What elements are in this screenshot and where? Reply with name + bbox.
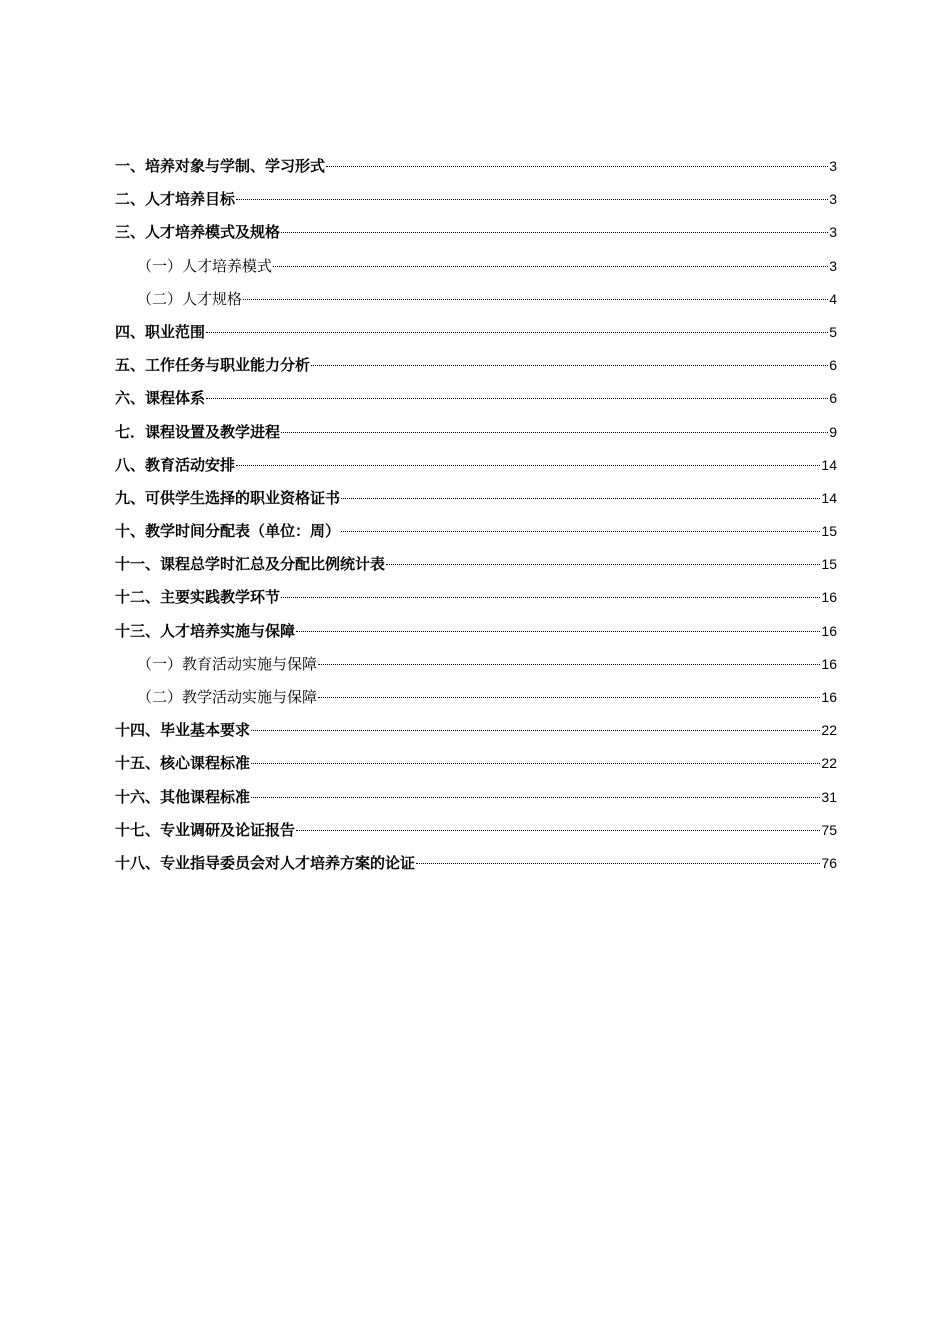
toc-page-number: 4 (829, 290, 837, 307)
toc-entry[interactable] (115, 747, 837, 780)
table-of-contents (115, 150, 837, 880)
toc-entry[interactable] (115, 382, 837, 415)
toc-entry-title: （二）教学活动实施与保障 (137, 688, 318, 706)
toc-page-number: 6 (829, 390, 837, 407)
toc-entry-title: 十、教学时间分配表（单位：周） (115, 522, 341, 541)
toc-entry-title: 十三、人才培养实施与保障 (115, 621, 296, 640)
toc-entry-title: 二、人才培养目标 (115, 190, 236, 209)
toc-entry-title: （一）人才培养模式 (137, 256, 273, 275)
toc-entry[interactable] (115, 150, 837, 183)
toc-entry-title: （二）人才规格 (137, 289, 243, 308)
toc-entry-title: 八、教育活动安排 (115, 455, 236, 474)
toc-page-number: 76 (821, 854, 837, 871)
toc-dot-leader (236, 465, 820, 466)
toc-page-number: 15 (821, 556, 837, 573)
toc-entry[interactable] (115, 681, 837, 714)
toc-entry-title: 九、可供学生选择的职业资格证书 (115, 488, 341, 507)
toc-dot-leader (341, 531, 820, 532)
toc-page-number: 15 (821, 523, 837, 540)
toc-entry[interactable] (115, 216, 837, 249)
toc-entry-title: 五、工作任务与职业能力分析 (115, 356, 311, 375)
toc-entry-title: 七．课程设置及教学进程 (115, 422, 281, 441)
toc-page-number: 3 (829, 191, 837, 208)
toc-dot-leader (251, 763, 820, 764)
toc-page-number: 3 (829, 158, 837, 174)
toc-entry-title: 十六、其他课程标准 (115, 787, 251, 806)
toc-entry[interactable] (115, 316, 837, 349)
toc-dot-leader (281, 232, 828, 233)
toc-page-number: 14 (821, 489, 837, 506)
toc-entry[interactable] (115, 515, 837, 548)
toc-page-number: 16 (821, 622, 837, 639)
toc-page-number: 6 (829, 357, 837, 374)
toc-entry[interactable] (115, 615, 837, 648)
toc-dot-leader (206, 332, 828, 333)
toc-dot-leader (386, 564, 820, 565)
toc-page-number: 5 (829, 323, 837, 340)
toc-page-number: 14 (821, 456, 837, 473)
toc-dot-leader (243, 299, 828, 300)
toc-dot-leader (341, 498, 820, 499)
toc-entry-title: 十二、主要实践教学环节 (115, 588, 281, 607)
toc-dot-leader (281, 597, 820, 598)
toc-dot-leader (318, 664, 820, 665)
toc-page-number: 16 (821, 589, 837, 606)
toc-entry[interactable] (115, 482, 837, 515)
toc-entry[interactable] (115, 847, 837, 880)
toc-entry[interactable] (115, 449, 837, 482)
toc-entry[interactable] (115, 714, 837, 747)
toc-entry[interactable] (115, 581, 837, 614)
toc-dot-leader (296, 830, 820, 831)
toc-page-number: 9 (829, 423, 837, 440)
toc-entry[interactable] (115, 183, 837, 216)
toc-entry[interactable] (115, 814, 837, 847)
toc-dot-leader (273, 266, 828, 267)
toc-entry-title: （一）教育活动实施与保障 (137, 654, 318, 673)
toc-dot-leader (251, 730, 820, 731)
toc-entry[interactable] (115, 250, 837, 283)
toc-dot-leader (311, 365, 828, 366)
toc-page-number: 16 (821, 655, 837, 672)
toc-entry-title: 十一、课程总学时汇总及分配比例统计表 (115, 555, 386, 574)
toc-dot-leader (251, 797, 820, 798)
toc-entry-title: 四、职业范围 (115, 322, 206, 341)
toc-page-number: 16 (821, 689, 837, 705)
toc-entry[interactable] (115, 781, 837, 814)
toc-dot-leader (296, 631, 820, 632)
toc-dot-leader (206, 398, 828, 399)
toc-page-number: 22 (821, 755, 837, 772)
toc-page-number: 3 (829, 257, 837, 274)
toc-entry-title: 一、培养对象与学制、学习形式 (115, 157, 326, 175)
toc-dot-leader (416, 863, 820, 864)
toc-entry-title: 十五、核心课程标准 (115, 754, 251, 773)
toc-entry[interactable] (115, 648, 837, 681)
toc-entry-title: 三、人才培养模式及规格 (115, 223, 281, 242)
toc-dot-leader (236, 199, 828, 200)
toc-entry-title: 十八、专业指导委员会对人才培养方案的论证 (115, 853, 416, 872)
toc-page-number: 3 (829, 224, 837, 241)
toc-entry-title: 六、课程体系 (115, 389, 206, 408)
toc-dot-leader (326, 166, 828, 167)
toc-page-number: 75 (821, 821, 837, 838)
toc-page-number: 22 (821, 722, 837, 739)
toc-entry-title: 十七、专业调研及论证报告 (115, 820, 296, 839)
toc-entry[interactable] (115, 548, 837, 581)
toc-entry[interactable] (115, 349, 837, 382)
toc-dot-leader (318, 697, 820, 698)
toc-entry[interactable] (115, 416, 837, 449)
toc-page-number: 31 (821, 788, 837, 805)
toc-entry-title: 十四、毕业基本要求 (115, 721, 251, 740)
toc-entry[interactable] (115, 283, 837, 316)
toc-dot-leader (281, 432, 828, 433)
